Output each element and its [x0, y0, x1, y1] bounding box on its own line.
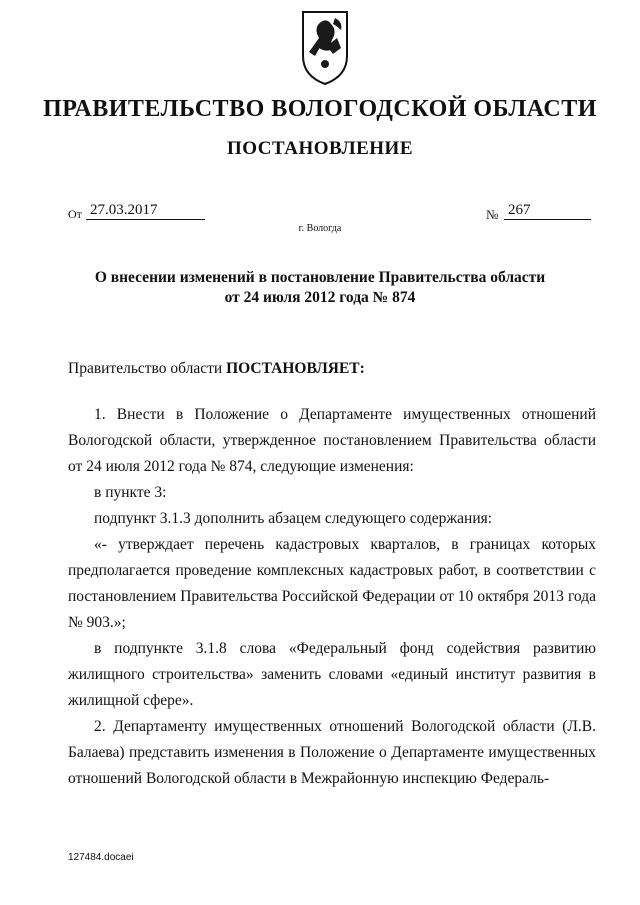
document-subject — [0, 268, 640, 308]
number-value: 267 — [504, 202, 591, 220]
government-title: ПРАВИТЕЛЬСТВО ВОЛОГОДСКОЙ ОБЛАСТИ — [43, 96, 597, 122]
date-label: От — [68, 207, 82, 221]
resolve-keyword: ПОСТАНОВЛЯЕТ: — [226, 360, 365, 377]
body-paragraph: подпункт 3.1.3 дополнить абзацем следующего содержания: — [94, 510, 493, 527]
body-paragraph: 1. Внести в Положение о Департаменте имущественных отношений Вологодской области, утвержденное постановлением Правительства области от 24 июля 2012 года № 874, следующие изменения: — [68, 406, 596, 475]
file-reference: 127484.docaei — [68, 852, 134, 863]
document-body — [68, 402, 596, 792]
resolve-prefix: Правительство области — [68, 360, 227, 377]
document-type: ПОСТАНОВЛЕНИЕ — [226, 138, 414, 159]
resolve-line — [68, 356, 596, 382]
body-paragraph: в подпункте 3.1.8 слова «Федеральный фонд содействия развитию жилищного строительства» заменить словами «единый институт развития в жилищной сфере». — [68, 640, 596, 709]
city: г. Вологда — [298, 223, 342, 234]
date-value: 27.03.2017 — [86, 202, 205, 220]
coat-of-arms-icon — [297, 8, 353, 88]
body-paragraph: в пункте 3: — [94, 484, 167, 501]
subject-line: О внесении изменений в постановление Правительства области — [94, 269, 546, 286]
number-label: № — [486, 207, 499, 222]
body-paragraph: «- утверждает перечень кадастровых кварталов, в границах которых предполагается проведение комплексных кадастровых работ, в соответствии с постановлением Правительства Российской Федерации от 10 октября 2013 года № 903.»; — [68, 536, 596, 631]
subject-line: от 24 июля 2012 года № 874 — [224, 289, 416, 306]
body-paragraph: 2. Департаменту имущественных отношений Вологодской области (Л.В. Балаева) представить изменения в Положение о Департаменте имущественных отношений Вологодской области в Межрайонную инспекцию Федераль- — [68, 718, 596, 787]
